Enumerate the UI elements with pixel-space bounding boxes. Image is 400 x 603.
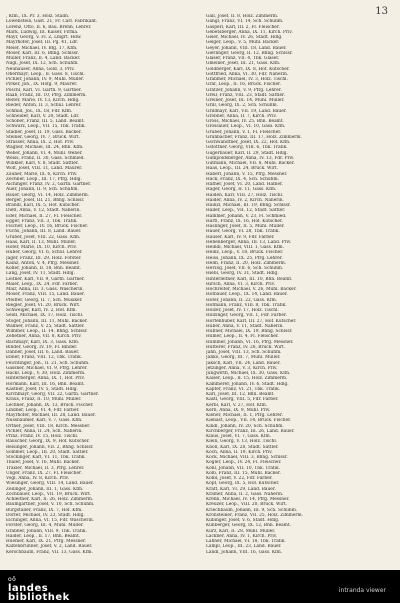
entry-text: Maier, Leop., IX. 24, Fdr. Färber. — [6, 281, 78, 287]
entry-text: Schneider, Karl, V. 20, Stadt. Ldr. — [6, 113, 80, 119]
entry-text: Gmeiner, Josef, III. 21, Gass. Kfm. — [206, 61, 281, 67]
entry-text: Zöchbauer, Leop., VII. 19, Brück. Wirt. — [6, 491, 92, 497]
entry-text: Haslinger, Josef, II. 5, Mühl. Müller. — [206, 224, 285, 229]
entry-text: Lampl, Leop., III. 23, Land. Bauer. — [206, 544, 282, 550]
entry-text: Zauner, Marie, IX. 6, Kirch. Priv. — [6, 171, 78, 177]
entry-text: Haberl, Johann, V. 15, Pfrg. Messner. — [206, 171, 288, 177]
entry-text: Kerschbaum, Franz, VII. 13, Gass. Kfm. — [6, 549, 93, 555]
entry-text: Holzer, Josef, IV. 17, Holz. Tischl. — [206, 308, 279, 313]
entry-text: Gschwandtner, Josef, IX. 22, Hof. Kfm. — [206, 140, 291, 145]
entry-text: Koch, Anna, II. 19, Kirch. Priv. — [206, 449, 273, 455]
entry-text: Neuhauser, Anna, Gold. 3, Priv. — [6, 66, 75, 72]
entry-text: Hörtenhuber, Karl, III. 27, Hof. Kutscher. — [206, 318, 297, 324]
entry-text: Landl, Johann, VIII. 16, Gass. Kfm. — [206, 549, 283, 555]
entry-text: Kohl, Johann, VII. 10, Tbk. Trafik. — [206, 465, 280, 471]
entry-text: Geier, Michael, IV. 26, Stadt. Hdlg. — [206, 35, 283, 40]
entry-text: Kreuzer, Leop., VIII. 20, Brück. Wirt. — [206, 502, 287, 508]
entry-text: Humer, Leop., II. 4, Fl. Fleischer. — [206, 334, 279, 340]
entry-text: Burgstaller, Franz, IX. 7, Hof. Kfm. — [6, 507, 83, 513]
entry-text: Vogl, Anna, IV. 8, Kirch. Priv. — [6, 476, 70, 481]
entry-text: Hinterleitner, Karl, III. 10, Bhn. Beamt. — [206, 276, 293, 282]
entry-text: Koller, Johann, II. 18, Bhn. Beamt. — [6, 266, 82, 271]
entry-text: Moser, Karl, III. 6, Bhng. Schlssr. — [6, 50, 79, 56]
entry-text: Hackl, Leop., V. 30, Holz. Zimmerm. — [6, 371, 86, 376]
entry-text: Gruber, Josef, VIII. 22, Gass. Kfm. — [6, 234, 81, 240]
entry-text: Hafner, Josef, VI. 20, Land. Hafner. — [206, 182, 284, 187]
entry-text: Gebetsberger, Anna, IX. 11, Kirch. Priv. — [206, 29, 293, 35]
entry-text: Heinz, Leop., V. 18, Brück. Fischer. — [206, 250, 284, 256]
entry-text: Gottfried, Anna, VI. 30, Fdr. Näherin. — [206, 71, 289, 77]
entry-text: Haiden, Karl, VIII. 27, Holz. Tischl. — [206, 192, 284, 198]
entry-text: Lindner, Leop., VI. 4, Fdr. Färber. — [6, 407, 80, 413]
entry-text: Gall, Josef, II. 8, Holz. Zimmerm. — [206, 14, 279, 19]
entry-text: Auer, Johann, II. 9, Sch. Schuhm. — [6, 187, 79, 193]
entry-text: Sommer, Leop., III. 20, Stadt. Sattler. — [6, 449, 89, 455]
entry-text: Riegler, Josef, VI. 20, Brück. Wirt. — [6, 302, 81, 308]
entry-text: Klein, Georg, V. 13, Holz. Tischl. — [206, 439, 278, 445]
entry-text: Mayr, Georg, V. Fl. Z, Lmgrt. Hdw. — [6, 35, 82, 40]
logo-line-1: landes — [8, 583, 49, 594]
entry-text: Lahner, Michael, VI. 18, Tbk. Trafik. — [206, 539, 286, 544]
entry-text: Kolb, Franz, III. 15, Mühl. Bäcker. — [206, 470, 281, 476]
entry-text: Bauer, Georg, VI. 14, Holz. Zimmerm. — [6, 192, 90, 198]
entry-text: Hochreiter, Michael, V. 26, Mühl. Bäcker. — [206, 287, 297, 292]
logo-prefix: oö — [8, 576, 17, 583]
entry-text: Meier, Michael, IV. Bfg. 17, Kfm. — [6, 45, 78, 51]
entry-text: Fischer, Leop., IV. 16, Brück. Fischer. — [6, 224, 89, 229]
entry-text: Kriechbaum, Johann, III. 9, Sch. Schuhm. — [206, 507, 298, 513]
entry-text: Haas, Karl, II. 13, Mühl. Müller. — [6, 239, 77, 245]
entry-text: Mayrhofer, Josef, III. Pg. 41, Ldr. — [6, 40, 79, 46]
entry-text: Zeilinger, Johann, III. 1, Gass. Kfm. — [6, 486, 84, 492]
entry-text: Hauser, Karl, IV. 9, Fdr. Färber. — [206, 234, 275, 240]
entry-text: Reisinger, Johann, VII. 2, Bhng. Schlssr. — [6, 444, 94, 450]
entry-text: Grabner, Johann, VIII. 9, Tbk. Trafik. — [6, 528, 87, 534]
entry-text: Baumgartner, Josef, V. 10, Sch. Schuhm. — [6, 502, 95, 508]
entry-text: Zehetner, Anna, VII. 8, Kirch. Priv. — [6, 334, 82, 340]
entry-text: Kronsteiner, Franz, VII. 25, Holz. Zimmerm. — [206, 512, 303, 518]
entry-text: Jaksch, Karl, VII. 24, Land. Bauer. — [206, 360, 281, 366]
entry-text: Grabmer, Michael, IV. 3, Holz. Tischl. — [206, 77, 288, 82]
entry-text: Köck, Michael, VIII. 3, Bhng. Schlssr. — [206, 455, 288, 460]
entry-text: Hofmann, Franz, VIII. 8, Tbk. Trafik. — [206, 302, 287, 308]
entry-text: Huber, Anna, V. 11, Stadt. Näherin. — [206, 323, 284, 329]
entry-text: Moser, Franz, VIII. 15, Land. Bauer. — [6, 292, 85, 298]
entry-text: Kindl, Johann, IV. 20, Sch. Schuhm. — [206, 423, 284, 429]
entry-text: Müller, Franz, II. 4, Land. Bäcker. — [6, 56, 81, 61]
entry-text: Fuchs, Johann, III. 8, Land. Bauer. — [6, 229, 82, 235]
entry-text: Wallner, Franz, V. 25, Stadt. Sattler. — [6, 323, 85, 329]
entry-text: Rieder, Anton, II. 3, Schul. Lehrer. — [6, 103, 82, 109]
entry-text: Schwarz, Leop., VII. 15, Tbk. Trafik. — [6, 124, 86, 130]
entry-text: Hehenberger, Anna, III. 13, Land. Priv. — [206, 239, 292, 245]
entry-text: Strasser, Anna, IX. 2, Hof. Priv. — [6, 140, 75, 145]
entry-text: Hager, Georg, II. 11, Gass. Kfm. — [206, 187, 277, 193]
entry-text: Reiter, Marie, IV. 13, Kirch. Hdlg. — [6, 98, 80, 103]
entry-text: Obermayr, Leop., II. Gass. 8, Tischl. — [6, 71, 85, 77]
entry-text: Winkler, Karl, V. 8, Stadt. Sattler. — [6, 161, 79, 166]
entry-text: , Kfm., IX. Pr. 3, Holz. Stalln. — [6, 14, 70, 19]
entry-text: Steiner, Georg, IV. 7, Brück. Wirt. — [6, 134, 80, 140]
entry-text: Gugerbauer, Karl, II. 29, Stadt. Hdlg. — [206, 150, 288, 156]
entry-text: Pirker, Joh., IX. Hofg. 9, Maurer. — [6, 82, 78, 88]
entry-text: Ortner, Josef, VIII. 18, Kirch. Messner. — [6, 423, 91, 429]
entry-text: Grossauer, Leop., VI. 10, Gass. Kfm. — [206, 124, 286, 130]
entry-text: Haller, Leop., VII. 12, Stadt. Sattler. — [206, 208, 286, 214]
entry-text: Goldberger, Karl, IX. 8, Hof. Kutscher. — [206, 66, 290, 72]
entry-text: Kubinger, Josef, V. 6, Stadt. Hdlg. — [206, 518, 280, 523]
entry-text: Hainzl, Michael, III. 19, Bhng. Schlssr. — [206, 203, 291, 208]
entry-text: Hummer, Johann, VI. 16, Pfrg. Messner. — [206, 339, 294, 345]
entry-text: Rauscher, Georg, IX. 9, Hof. Kutscher. — [6, 439, 90, 445]
entry-text: Kogler, Leop., IV. 24, Fl. Fleischer. — [206, 460, 282, 466]
entry-text: Schweiger, Karl, IV. 2, Hof. Kfm. — [6, 308, 77, 313]
entry-text: Karl, Josef, III. 12, Bhn. Beamt. — [206, 392, 275, 397]
entry-text: Mayrhofer, Michael, III. 28, Land. Bauer. — [6, 413, 96, 418]
entry-text: Holzinger, Georg, VII. 1, Fdr. Färber. — [206, 313, 287, 319]
entry-text: Unger, Franz, IX. 27, Fl. Fleischer. — [6, 470, 82, 476]
entry-text: Hartl, Franz, IX. 16, Hof. Kutscher. — [206, 218, 283, 224]
entry-text: Mark, Ludwig, III. Kaiser, Firma. — [6, 29, 79, 35]
entry-text: Wolf, Josef, VIII. 11, Land. Maurer. — [6, 166, 83, 172]
entry-text: Helm, Franz, II. 20, Holz. Zimmerm. — [206, 260, 287, 266]
entry-text: Kapfer, Franz, VI. 21, Tbk. Trafik. — [206, 386, 281, 392]
entry-text: Nagl, Josef, IX. 12, Sch. Schuhm. — [6, 61, 79, 67]
entry-text: Berger, Josef, III. 21, Bhng. Schlssr. — [6, 197, 85, 203]
entry-text: Kienast, Leop., VII. 14, Brück. Fischer. — [206, 418, 292, 424]
entry-text: Hörmann, Karl, III. 16, Bhn. Beamt. — [6, 381, 85, 387]
entry-text: Raab, Franz, III. 10, Pfrg. Zimmerm. — [6, 92, 87, 98]
entry-text: Haider, Anna, IV. 2, Kirch. Näherin. — [206, 197, 284, 203]
directory-entry — [206, 550, 394, 555]
entry-text: Stockinger, Karl, VI. 11, Tbk. Trafik. — [6, 455, 86, 460]
right-column — [206, 14, 394, 564]
entry-text: Zechner, Leop., III. 17, Pfrg. Hdlg. — [6, 176, 82, 182]
entry-text: Dietl, Anna, V. 12, Stadt. Näherin. — [6, 208, 81, 214]
entry-text: Danner, Josef, III. 6, Land. Bauer. — [6, 350, 80, 355]
entry-text: Jetzinger, Anna, V. 3, Kirch. Priv. — [206, 365, 278, 371]
entry-text: Kirchberger, Franz, III. 26, Land. Bauer. — [206, 428, 295, 434]
entry-text: Hirsch, Anna, VI. 3, Kirch. Priv. — [206, 281, 276, 287]
entry-text: Mair, Anna, III. 3, Gass. Wäscherin. — [6, 287, 84, 292]
entry-text: Weiss, Franz, II. 30, Gass. Schmied. — [6, 155, 85, 161]
left-column — [6, 14, 194, 564]
entry-text: Stöger, Johann, III. 11, Mühl. Bäcker. — [6, 318, 88, 324]
entry-text: Krenn, Michael, IV. 14, Pfrg. Messner. — [206, 497, 290, 502]
entry-text: Dorfer, Michael, IV. 23, Stadt. Hdlg. — [6, 512, 85, 518]
entry-text: Jäger, Franz, III. 29, Holz. Förster. — [6, 255, 82, 261]
entry-text: Stadler, Josef, II. 19, Gass. Bäcker. — [6, 129, 82, 135]
entry-text: Aichinger, Franz, IV. 2, Gärtn. Gärtner. — [6, 182, 92, 187]
entry-text: Heindl, Michael, VIII. 1, Gass. Kfm. — [206, 245, 284, 250]
entry-text: Forster, Georg, III. 4, Mühl. Müller. — [6, 523, 84, 529]
entry-text: Gutmann, Michael, VII. 8, Mühl. Bäcker. — [206, 161, 295, 166]
entry-text: Schmid, Jos., IX. 18, Fdr. Kfm. — [6, 108, 73, 114]
entry-text: Greil, Franz, VIII. 23, Stadt. Sattler. — [206, 92, 286, 98]
entry-text: Hiebl, Georg, IV. 31, Stadt. Hdlg. — [206, 271, 279, 277]
entry-text: Gstöttner, Georg, VIII. 6, Tbk. Trafik. — [206, 145, 288, 151]
entry-text: Kopf, Georg, IX. 5, Hof. Kutscher. — [206, 481, 280, 487]
entry-text: Kraft, Karl, VI. 29, Land. Bauer. — [206, 486, 276, 492]
entry-text: Weber, Johann, VI. 4, Mühl. Weber. — [6, 150, 83, 156]
entry-text: Kölbl, Josef, V. 22, Fdr. Färber. — [206, 476, 273, 481]
library-logo[interactable] — [8, 575, 70, 602]
entry-text: Kainz, Anton, V. 4, Pfrg. Messner. — [6, 260, 80, 266]
entry-text: Gross, Michael, IV. 25, Bhn. Beamt. — [206, 119, 284, 124]
entry-text: Hutterer, Franz, IV. 28, Brück. Wirt. — [206, 344, 286, 350]
entry-text: Achleitner, Karl, II. 26, Holz. Zimmerm. — [6, 497, 94, 502]
entry-text: Klaus, Josef, VI. 7, Gass. Kfm. — [206, 434, 272, 439]
entry-text: Feichtinger, Joh., II. 21, Sch. Schuhm. — [6, 360, 90, 366]
entry-text: Leitner, Karl, VII. 9, Gärtn. Gärtner. — [6, 276, 85, 282]
entry-text: Jahn, Josef, VIII. 13, Sch. Schuhm. — [206, 350, 282, 355]
entry-text: Wiesinger, Georg, VIII. 14, Land. Bauer. — [6, 481, 94, 487]
entry-text: Pöschl, Karl, VI. Gärtn. 9, Gärtner. — [6, 87, 82, 93]
entry-text: Seidl, Michael, IX. 17, Holz. Tischl. — [6, 313, 84, 319]
entry-text: Gröbner, Anna, II. 7, Kirch. Priv. — [206, 113, 277, 119]
directory-entry — [6, 550, 194, 555]
page-number: 13 — [375, 6, 388, 17]
entry-text: Wagner, Michael, III. 24, Bhn. Kfm. — [6, 145, 84, 151]
entry-text: Kaiser, Leop., II. 15, Holz. Zimmerm. — [206, 376, 288, 382]
entry-text: Kammerer, Johann, IV. 6, Stadt. Hdlg. — [206, 381, 289, 387]
entry-text: Hofer, Johann, II. 22, Gass. Kfm. — [206, 297, 278, 303]
entry-text: Bachmayr, Karl, IX. 3, Gass. Kfm. — [6, 339, 80, 345]
entry-text: Hammer, Johann, V. 23, Fl. Schmied. — [206, 213, 287, 219]
entry-text: Grünbacher, Franz, III. 17, Holz. Zimmerm. — [206, 134, 302, 140]
entry-text: Prinz, Franz, IV. 15, Holz. Tischl. — [6, 434, 79, 439]
entry-text: Löwenstein, Gast. 21, Fr. Carl. Fabrikant. — [6, 19, 98, 25]
logo-line-2: bibliothek — [8, 592, 70, 603]
entry-text: Haider, Leop., II. 17, Bhn. Beamt. — [6, 533, 80, 539]
entry-text: Geyer, Johann, VIII. 18, Land. Bauer. — [206, 45, 287, 51]
entry-text: Gassner, Michael, VI. 9, Pfrg. Lehrer. — [6, 365, 88, 371]
entry-text: Janko, Georg, III. 7, Mühl. Müller. — [206, 355, 281, 361]
entry-text: Binder, Georg, IV. 19, Fl. Binder. — [6, 344, 78, 350]
entry-text: Kurz, Karl, II. 28, Mühl. Müller. — [206, 528, 276, 534]
entry-text: Pfeiffer, Georg, II. 7, Sch. Musiker. — [6, 297, 83, 303]
entry-text: Schober, Franz, III. 5, Land. Beamt. — [6, 119, 85, 124]
entry-text: Hübner, Michael, IX. 19, Bhng. Schlssr. — [206, 329, 293, 334]
entry-text: Pichler, Johann, IV. 9, Mühl. Müller. — [6, 77, 85, 82]
entry-text: Wimmer, Leop., II. 14, Bhng. Schlssr. — [6, 329, 88, 334]
entry-text: Gasperl, Karl, III. 2, Fl. Fleischer. — [206, 24, 280, 30]
entry-text: Nussbaumer, Karl, V. 7, Gass. Kfm. — [6, 418, 83, 424]
entry-text: Hofbauer, Leop., IX. 14, Land. Bauer. — [206, 292, 288, 298]
entry-text: Huemer, Karl, IX. 21, Pfrg. Messner. — [6, 539, 86, 544]
entry-text: Huber, Georg, VI. 6, Schul. Lehrer. — [6, 250, 83, 256]
entry-text: Eder, Michael, II. 27, Fl. Fleischer. — [6, 213, 83, 219]
entry-text: Kastl, Georg, VIII. 5, Fdr. Färber. — [206, 397, 279, 403]
entry-text: Gangl, Franz, VI. 14, Sch. Schuhm. — [206, 19, 284, 25]
entry-text: Ebner, Franz, VIII. 12, Tbk. Trafik. — [6, 355, 83, 361]
entry-text: Kiener, Michael, II. 1, Pfrg. Lehrer. — [206, 413, 283, 418]
entry-text: Kaltenbrunner, Josef, V. 2, Land. Bauer. — [6, 544, 93, 550]
entry-text: Haas, Leop., III. 24, Brück. Wirt. — [206, 166, 278, 172]
entry-text: Lechner, Johann, IX. 13, Brück. Fischer. — [6, 402, 94, 408]
entry-text: Gierlinger, Georg, II. 12, Bhng. Schlssr. — [206, 50, 293, 56]
entry-text: Kastner, Josef, IV. 5, Stadt. Hdlg. — [6, 386, 78, 392]
entry-text: Glaser, Franz, VII. 4, Tbk. Glaser. — [206, 56, 280, 61]
entry-text: Brandl, Karl, IX. 5, Hof. Kutscher. — [6, 203, 80, 208]
entry-text: Gruber, Johann, V. 1, Fl. Fleischer. — [206, 129, 282, 135]
entry-text: Lang, Josef, IV. 11, Stadt. Hdlg. — [6, 271, 75, 277]
entry-text: Kühberger, Georg, IX. 12, Bhn. Beamt. — [206, 523, 291, 529]
entry-text: Graf, Leop., II. 16, Brück. Fischer. — [206, 82, 282, 88]
entry-text: Gumpoldsberger, Anna, IV. 13, Fdr. Priv. — [206, 155, 295, 161]
entry-text: Kern, Anna, IX. 9, Mühl. Priv. — [206, 407, 271, 413]
entry-text: Jungwirth, Michael, IX. 30, Gass. Kfm. — [206, 371, 291, 376]
entry-text: Traxler, Michael, II. 3, Pfrg. Lehrer. — [6, 465, 85, 471]
entry-text: Egger, Franz, VII. 3, Tbk. Trafik. — [6, 218, 78, 224]
entry-text: Eichinger, Anna, VI. 15, Fdr. Wäscherin. — [6, 518, 95, 523]
entry-text: Kerbl, Karl, V. 27, Hof. Kfm. — [206, 402, 268, 408]
entry-text: Heiss, Johann, IX. 25, Pfrg. Lehrer. — [206, 255, 283, 261]
entry-text: Kramer, Anna, II. 2, Gass. Näherin. — [206, 491, 284, 497]
entry-text: Hack, Franz, IX. 4, Sch. Schuhm. — [206, 176, 279, 182]
entry-text: Kirchmayr, Georg, VII. 22, Gärtn. Gärtner. — [6, 392, 99, 397]
entry-text: Thaler, Josef, V. 16, Mühl. Bäcker. — [6, 460, 80, 466]
entry-text: Lackner, Anna, IV. 1, Kirch. Priv. — [206, 533, 278, 539]
entry-text: Geiger, Leop., V. 5, Mühl. Bäcker. — [206, 40, 280, 46]
entry-text: Lorenz, Otto, II. 6, Bau. Brenn, Lehrer. — [6, 24, 92, 30]
entry-text: Pichler, Anna, II. 24, Sch. Näherin. — [6, 428, 83, 434]
entry-text: Grillmayr, Karl, VII. 19, Land. Bauer. — [206, 108, 287, 114]
entry-text: Grill, Georg, IX. 2, Sch. Schuhm. — [206, 103, 278, 109]
entry-text: Gratzer, Johann, V. 9, Pfrg. Lehrer. — [206, 87, 282, 93]
entry-text: Hofer, Marie, IX. 10, Kirch. Priv. — [6, 245, 77, 250]
entry-text: Knoll, Karl, IX. 28, Stadt. Sattler. — [206, 444, 279, 450]
entry-text: Herzog, Josef, VII. 6, Sch. Schuhm. — [206, 266, 284, 271]
entry-text: Greiner, Josef, III. 14, Mühl. Müller. — [206, 98, 285, 103]
viewer-label: intranda viewer — [338, 587, 386, 594]
entry-text: Kraus, Franz, II. 10, Mühl. Müller. — [6, 397, 82, 403]
entry-text: Hauer, Georg, VI. 28, Tbk. Trafik. — [206, 229, 280, 235]
entry-text: Hinterberger, Anna, IX. 1, Hof. Priv. — [6, 376, 85, 382]
